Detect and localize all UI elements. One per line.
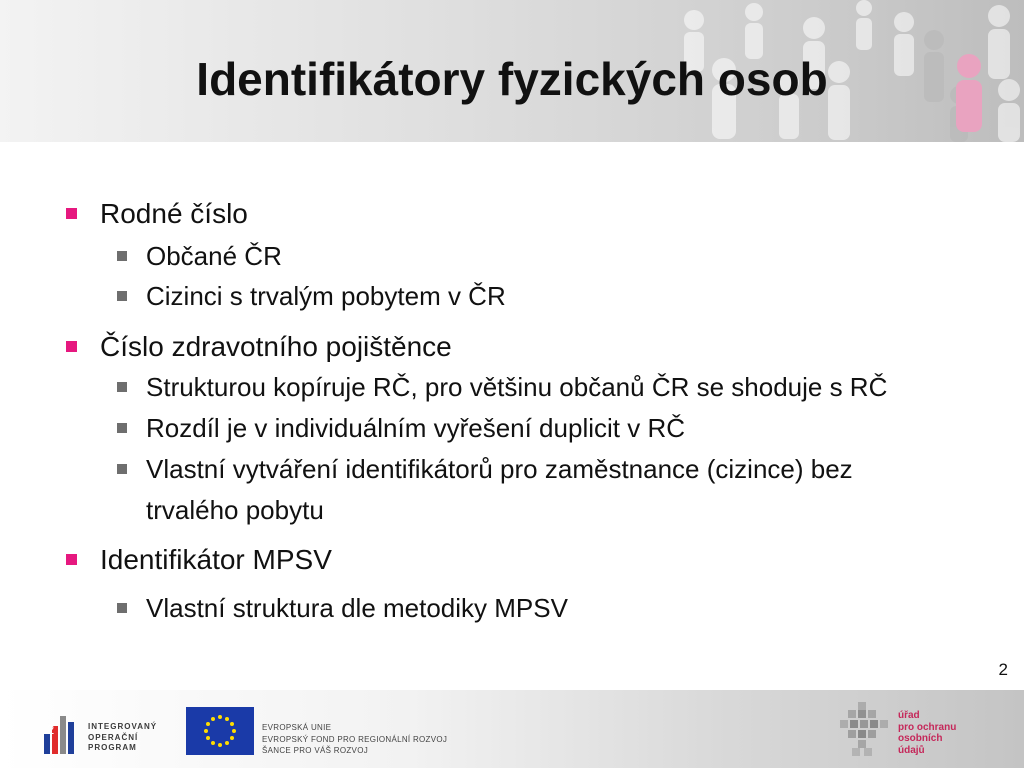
footer-page-number: 2 xyxy=(47,722,55,737)
bullet-item: Identifikátor MPSV xyxy=(100,544,332,575)
sub-bullet-marker xyxy=(117,291,127,301)
bullet-item: Rodné číslo xyxy=(100,198,248,229)
iop-logo-icon xyxy=(38,712,84,756)
bullet-item: Číslo zdravotního pojištěnce xyxy=(100,331,452,362)
sub-bullet-marker xyxy=(117,464,127,474)
bullet-marker xyxy=(66,208,77,219)
header-band xyxy=(0,0,1024,142)
sub-bullet-item: Strukturou kopíruje RČ, pro většinu občanů ČR se shoduje s RČ xyxy=(146,372,888,402)
page-number: 2 xyxy=(998,660,1008,679)
sub-bullet-marker xyxy=(117,603,127,613)
eu-flag-icon xyxy=(186,707,254,755)
uoou-logo-text: úřad pro ochranu osobních údajů xyxy=(898,710,957,756)
sub-bullet-item: Občané ČR xyxy=(146,241,282,271)
sub-bullet-item: Vlastní struktura dle metodiky MPSV xyxy=(146,593,568,623)
sub-bullet-marker xyxy=(117,251,127,261)
sub-bullet-marker xyxy=(117,423,127,433)
sub-bullet-marker xyxy=(117,382,127,392)
sub-bullet-item-continuation: trvalého pobytu xyxy=(146,495,324,525)
iop-logo-text: INTEGROVANÝ OPERAČNÍ PROGRAM xyxy=(88,722,158,752)
sub-bullet-item: Cizinci s trvalým pobytem v ČR xyxy=(146,281,506,311)
sub-bullet-item: Vlastní vytváření identifikátorů pro zaměstnance (cizince) bez xyxy=(146,454,853,484)
bullet-marker xyxy=(66,341,77,352)
sub-bullet-item: Rozdíl je v individuálním vyřešení duplicit v RČ xyxy=(146,413,685,443)
eu-logo-text: EVROPSKÁ UNIE EVROPSKÝ FOND PRO REGIONÁLNÍ ROZVOJ ŠANCE PRO VÁŠ ROZVOJ xyxy=(262,723,448,755)
slide-title: Identifikátory fyzických osob xyxy=(196,53,828,105)
bullet-marker xyxy=(66,554,77,565)
uoou-logo-icon xyxy=(838,700,892,758)
